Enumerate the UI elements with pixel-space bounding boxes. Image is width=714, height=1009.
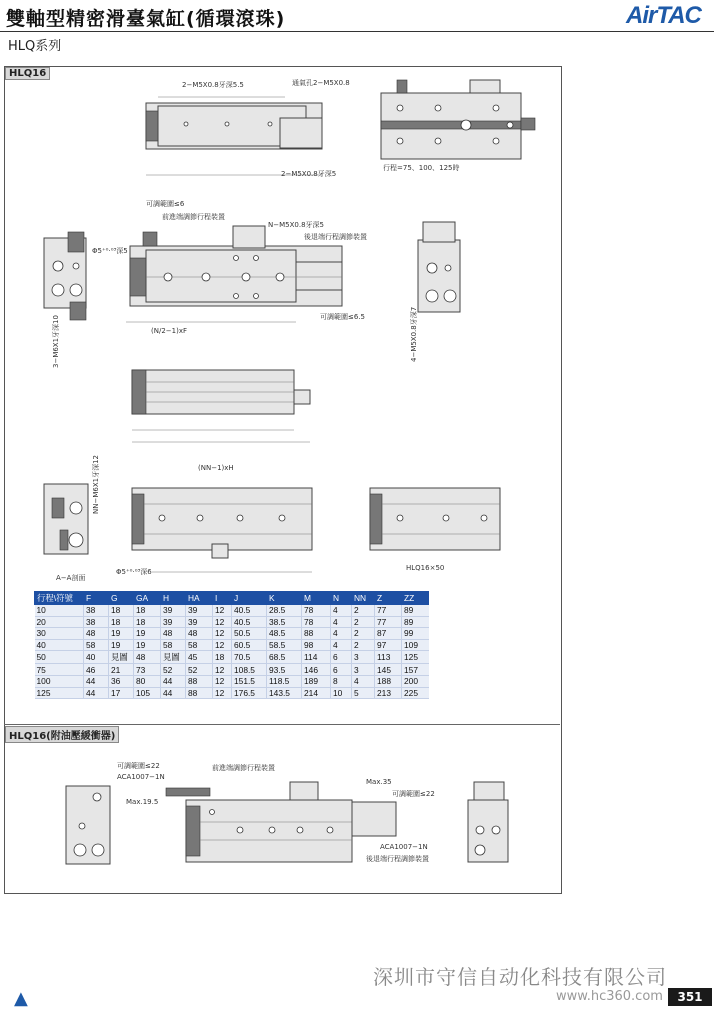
spec-col-header: K bbox=[267, 592, 302, 605]
table-cell: 108.5 bbox=[232, 664, 267, 676]
table-cell: 109 bbox=[402, 639, 429, 651]
table-cell: 見圖 bbox=[161, 651, 186, 664]
table-cell: 12 bbox=[213, 675, 232, 687]
spec-col-header: G bbox=[109, 592, 134, 605]
table-cell: 113 bbox=[375, 651, 402, 664]
buffer-main-view bbox=[166, 782, 396, 862]
buffer-right-view bbox=[468, 782, 508, 862]
table-cell: 58.5 bbox=[267, 639, 302, 651]
table-cell: 48 bbox=[161, 628, 186, 640]
table-cell: 73 bbox=[134, 664, 161, 676]
table-cell: 151.5 bbox=[232, 675, 267, 687]
top-side-view bbox=[146, 97, 322, 175]
table-cell: 38 bbox=[84, 616, 109, 628]
table-cell: 50 bbox=[35, 651, 84, 664]
note-m5-right: 4−M5X0.8牙深7 bbox=[410, 306, 418, 362]
table-cell: 44 bbox=[84, 675, 109, 687]
table-cell: 39 bbox=[186, 605, 213, 617]
spec-col-header: Z bbox=[375, 592, 402, 605]
table-cell: 46 bbox=[84, 664, 109, 676]
note-m6-left: 3−M6X1牙深10 bbox=[52, 315, 60, 368]
spec-col-header: GA bbox=[134, 592, 161, 605]
section-tag-buffer: HLQ16(附油壓緩衝器) bbox=[5, 726, 119, 743]
note-phi5b: Φ5⁺⁰·⁰³深6 bbox=[116, 568, 152, 576]
table-cell: 189 bbox=[302, 675, 331, 687]
brand-logo: AirTAC bbox=[626, 2, 701, 29]
table-cell: 44 bbox=[161, 687, 186, 699]
table-cell: 50.5 bbox=[232, 628, 267, 640]
table-cell: 30 bbox=[35, 628, 84, 640]
table-cell: 58 bbox=[186, 639, 213, 651]
table-cell: 99 bbox=[402, 628, 429, 640]
note-vent: 通氣孔2−M5X0.8 bbox=[292, 79, 350, 87]
table-cell: 40 bbox=[84, 651, 109, 664]
table-cell: 38 bbox=[84, 605, 109, 617]
table-cell: 28.5 bbox=[267, 605, 302, 617]
table-cell: 12 bbox=[213, 628, 232, 640]
spec-col-header: H bbox=[161, 592, 186, 605]
table-cell: 100 bbox=[35, 675, 84, 687]
table-cell: 19 bbox=[109, 639, 134, 651]
side-elevation-view bbox=[132, 370, 310, 442]
table-row bbox=[35, 639, 429, 651]
table-cell: 12 bbox=[213, 605, 232, 617]
table-cell: 48 bbox=[186, 628, 213, 640]
note-phi5: Φ5⁺⁰·⁰³深5 bbox=[92, 247, 128, 255]
table-cell: 87 bbox=[375, 628, 402, 640]
table-cell: 60.5 bbox=[232, 639, 267, 651]
page-title: 雙軸型精密滑臺氣缸(循環滾珠) bbox=[6, 8, 286, 30]
table-cell: 98 bbox=[302, 639, 331, 651]
table-cell: 5 bbox=[352, 687, 375, 699]
table-cell: 97 bbox=[375, 639, 402, 651]
table-cell: 2 bbox=[352, 616, 375, 628]
table-cell: 58 bbox=[161, 639, 186, 651]
table-cell: 39 bbox=[186, 616, 213, 628]
table-cell: 114 bbox=[302, 651, 331, 664]
table-row bbox=[35, 605, 429, 617]
footer-url: www.hc360.com bbox=[556, 989, 663, 1004]
note-m5-bottom: 2−M5X0.8牙深5 bbox=[281, 170, 337, 178]
note-max35: Max.35 bbox=[366, 778, 392, 786]
table-cell: 143.5 bbox=[267, 687, 302, 699]
table-cell: 188 bbox=[375, 675, 402, 687]
table-cell: 19 bbox=[134, 628, 161, 640]
table-cell: 146 bbox=[302, 664, 331, 676]
table-cell: 36 bbox=[109, 675, 134, 687]
table-cell: 68.5 bbox=[267, 651, 302, 664]
table-cell: 40 bbox=[35, 639, 84, 651]
table-cell: 89 bbox=[402, 616, 429, 628]
spec-col-header: 行程\符號 bbox=[35, 592, 84, 605]
note-adj6: 可調範圍≤6 bbox=[146, 200, 185, 208]
table-cell: 2 bbox=[352, 605, 375, 617]
table-cell: 70.5 bbox=[232, 651, 267, 664]
note-max19: Max.19.5 bbox=[126, 798, 159, 806]
table-cell: 58 bbox=[84, 639, 109, 651]
note-adj22b: 可調範圍≤22 bbox=[392, 790, 435, 798]
table-cell: 44 bbox=[161, 675, 186, 687]
spec-col-header: F bbox=[84, 592, 109, 605]
table-cell: 48.5 bbox=[267, 628, 302, 640]
table-cell: 2 bbox=[352, 639, 375, 651]
table-cell: 10 bbox=[35, 605, 84, 617]
table-cell: 18 bbox=[134, 616, 161, 628]
spec-col-header: M bbox=[302, 592, 331, 605]
note-nn1: (NN−1)xH bbox=[198, 464, 234, 472]
table-cell: 77 bbox=[375, 605, 402, 617]
top-plan-view bbox=[381, 80, 535, 159]
table-cell: 12 bbox=[213, 639, 232, 651]
table-cell: 3 bbox=[352, 664, 375, 676]
table-cell: 2 bbox=[352, 628, 375, 640]
note-n2: (N/2−1)xF bbox=[151, 327, 187, 335]
end-view-right bbox=[418, 222, 460, 312]
spec-col-header: ZZ bbox=[402, 592, 429, 605]
note-stroke: 行程=75、100、125時 bbox=[383, 164, 460, 172]
table-row bbox=[35, 616, 429, 628]
note-model: HLQ16×50 bbox=[406, 564, 445, 572]
table-cell: 4 bbox=[331, 628, 352, 640]
table-cell: 12 bbox=[213, 687, 232, 699]
table-cell: 176.5 bbox=[232, 687, 267, 699]
table-cell: 4 bbox=[331, 605, 352, 617]
table-row bbox=[35, 675, 429, 687]
table-cell: 6 bbox=[331, 664, 352, 676]
table-cell: 214 bbox=[302, 687, 331, 699]
footer-company: 深圳市守信自动化科技有限公司 bbox=[373, 965, 667, 989]
table-cell: 89 bbox=[402, 605, 429, 617]
table-cell: 17 bbox=[109, 687, 134, 699]
page-number: 351 bbox=[668, 988, 712, 1006]
table-cell: 225 bbox=[402, 687, 429, 699]
hlq16x50-view bbox=[370, 488, 500, 550]
section-tag-main: HLQ16 bbox=[5, 67, 50, 80]
table-cell: 4 bbox=[331, 616, 352, 628]
note-adj22a: 可調範圍≤22 bbox=[117, 762, 160, 770]
table-cell: 19 bbox=[109, 628, 134, 640]
note-front-adj-buffer: 前進端調節行程裝置 bbox=[212, 764, 275, 772]
table-cell: 105 bbox=[134, 687, 161, 699]
note-front-adj: 前進端調節行程裝置 bbox=[162, 213, 225, 221]
table-cell: 18 bbox=[213, 651, 232, 664]
note-adj65: 可調範圍≤6.5 bbox=[320, 313, 365, 321]
table-cell: 118.5 bbox=[267, 675, 302, 687]
end-view-left bbox=[44, 232, 86, 320]
table-cell: 157 bbox=[402, 664, 429, 676]
note-m5-depth: 2−M5X0.8牙深5.5 bbox=[182, 81, 244, 89]
note-rear-adj: 後退端行程調節裝置 bbox=[304, 233, 367, 241]
table-cell: 12 bbox=[213, 616, 232, 628]
table-cell: 20 bbox=[35, 616, 84, 628]
table-cell: 88 bbox=[186, 687, 213, 699]
table-cell: 78 bbox=[302, 605, 331, 617]
bottom-view bbox=[132, 488, 312, 572]
table-cell: 18 bbox=[134, 605, 161, 617]
table-row bbox=[35, 651, 429, 664]
table-cell: 88 bbox=[186, 675, 213, 687]
spec-col-header: J bbox=[232, 592, 267, 605]
buffer-end-view bbox=[66, 786, 110, 864]
note-aca-b: ACA1007−1N bbox=[380, 843, 428, 851]
note-aa-section: A−A剖面 bbox=[56, 574, 86, 582]
table-cell: 10 bbox=[331, 687, 352, 699]
table-cell: 21 bbox=[109, 664, 134, 676]
table-cell: 52 bbox=[186, 664, 213, 676]
table-cell: 88 bbox=[302, 628, 331, 640]
note-n-m5: N−M5X0.8牙深5 bbox=[268, 221, 324, 229]
table-cell: 48 bbox=[84, 628, 109, 640]
footer-logo-icon: ▲ bbox=[14, 988, 28, 1009]
table-cell: 8 bbox=[331, 675, 352, 687]
table-cell: 39 bbox=[161, 605, 186, 617]
spec-header-row bbox=[35, 592, 429, 605]
table-cell: 78 bbox=[302, 616, 331, 628]
table-cell: 19 bbox=[134, 639, 161, 651]
table-cell: 200 bbox=[402, 675, 429, 687]
table-row bbox=[35, 628, 429, 640]
table-row bbox=[35, 664, 429, 676]
table-row bbox=[35, 687, 429, 699]
spec-col-header: N bbox=[331, 592, 352, 605]
table-cell: 4 bbox=[331, 639, 352, 651]
spec-col-header: NN bbox=[352, 592, 375, 605]
table-cell: 18 bbox=[109, 605, 134, 617]
table-cell: 125 bbox=[35, 687, 84, 699]
table-cell: 45 bbox=[186, 651, 213, 664]
table-cell: 77 bbox=[375, 616, 402, 628]
table-cell: 145 bbox=[375, 664, 402, 676]
table-cell: 見圖 bbox=[109, 651, 134, 664]
note-rear-adj2: 後退端行程調節裝置 bbox=[366, 855, 429, 863]
spec-col-header: HA bbox=[186, 592, 213, 605]
table-cell: 40.5 bbox=[232, 605, 267, 617]
table-cell: 12 bbox=[213, 664, 232, 676]
table-cell: 75 bbox=[35, 664, 84, 676]
table-cell: 40.5 bbox=[232, 616, 267, 628]
series-label: HLQ系列 bbox=[8, 39, 62, 54]
spec-col-header: I bbox=[213, 592, 232, 605]
spec-table bbox=[34, 591, 429, 699]
table-cell: 38.5 bbox=[267, 616, 302, 628]
aa-section-view bbox=[44, 484, 88, 554]
table-cell: 44 bbox=[84, 687, 109, 699]
table-cell: 213 bbox=[375, 687, 402, 699]
table-cell: 93.5 bbox=[267, 664, 302, 676]
table-cell: 52 bbox=[161, 664, 186, 676]
table-cell: 4 bbox=[352, 675, 375, 687]
table-cell: 39 bbox=[161, 616, 186, 628]
note-nn-m6: NN−M6X1牙深12 bbox=[92, 455, 100, 514]
table-cell: 6 bbox=[331, 651, 352, 664]
table-cell: 80 bbox=[134, 675, 161, 687]
note-aca-a: ACA1007−1N bbox=[117, 773, 165, 781]
table-cell: 48 bbox=[134, 651, 161, 664]
table-cell: 125 bbox=[402, 651, 429, 664]
table-cell: 3 bbox=[352, 651, 375, 664]
table-cell: 18 bbox=[109, 616, 134, 628]
